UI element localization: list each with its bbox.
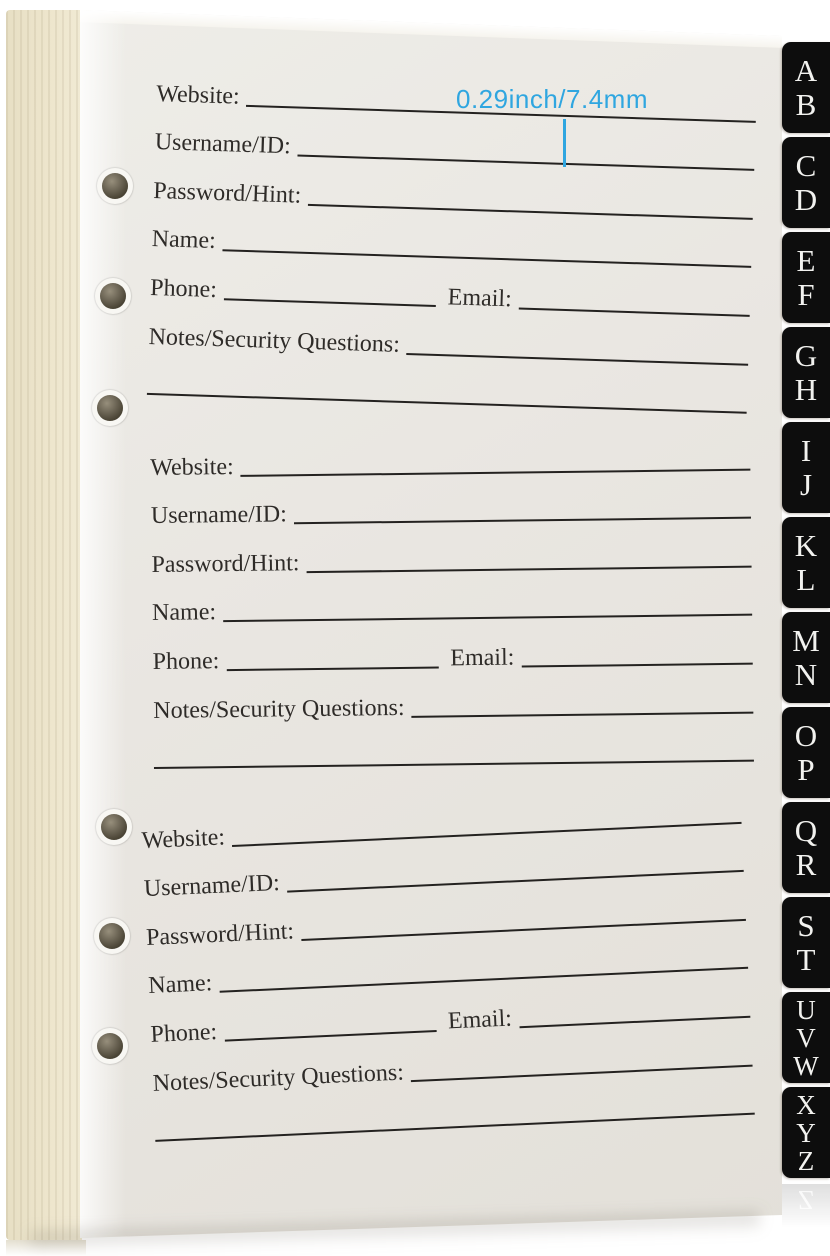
tab-letter: H <box>794 371 818 407</box>
name-label: Name: <box>151 599 217 627</box>
tab-qr <box>782 802 830 893</box>
tab-letter: M <box>792 622 820 658</box>
binder-hole <box>99 923 125 949</box>
tab-letter: C <box>795 147 817 183</box>
username-label: Username/ID: <box>154 129 292 160</box>
website-label: Website: <box>141 823 226 854</box>
row-notes <box>153 672 754 728</box>
password-label: Password/Hint: <box>152 177 302 209</box>
row-continuation <box>153 720 754 776</box>
tab-letter: Q <box>794 812 818 848</box>
entry-block-1 <box>147 62 757 421</box>
notes-label: Notes/Security Questions: <box>152 1059 405 1097</box>
username-label: Username/ID: <box>150 501 288 530</box>
phone-line <box>226 666 438 671</box>
binder-hole <box>100 283 126 309</box>
tab-xyz <box>782 1087 830 1178</box>
tab-ij <box>782 422 830 513</box>
username-label: Username/ID: <box>143 870 281 903</box>
phone-label: Phone: <box>152 648 220 675</box>
tab-letter: S <box>797 907 815 943</box>
tab-letter: X <box>796 1089 816 1120</box>
tab-reflection <box>782 1184 830 1228</box>
notes-label: Notes/Security Questions: <box>153 694 405 724</box>
email-label: Email: <box>447 284 513 313</box>
password-label: Password/Hint: <box>151 549 300 578</box>
tab-cd <box>782 137 830 228</box>
row-name <box>152 574 753 630</box>
tab-letter: Z <box>797 1145 815 1176</box>
tab-gh <box>782 327 830 418</box>
email-line <box>518 308 749 317</box>
entry-block-3 <box>140 782 755 1149</box>
tab-letter: F <box>797 276 815 312</box>
tab-letter: K <box>794 527 818 563</box>
tab-ef <box>782 232 830 323</box>
tab-letter: R <box>795 846 817 882</box>
reflected-letter: Z <box>797 1185 815 1215</box>
tab-letter: O <box>794 717 818 753</box>
password-label: Password/Hint: <box>145 918 295 951</box>
row-username <box>151 477 752 533</box>
email-label: Email: <box>450 644 515 672</box>
page-top-edge <box>76 9 830 50</box>
binder-hole <box>97 395 123 421</box>
continuation-line <box>154 760 754 769</box>
row-password <box>151 526 752 582</box>
name-label: Name: <box>151 226 217 255</box>
tab-letter: T <box>796 941 816 977</box>
website-label: Website: <box>155 80 241 110</box>
phone-line <box>224 298 436 307</box>
tab-letter: G <box>794 337 818 373</box>
row-website <box>150 429 751 485</box>
password-line <box>307 565 752 572</box>
tab-letter: J <box>799 466 813 502</box>
tab-letter: P <box>797 751 815 787</box>
tab-op <box>782 707 830 798</box>
page-stack-edge <box>6 10 82 1240</box>
tab-letter: E <box>796 242 816 278</box>
binder-hole <box>101 814 127 840</box>
email-line <box>521 663 752 668</box>
name-line <box>223 614 752 622</box>
username-line <box>294 517 751 525</box>
tab-letter: Y <box>796 1117 816 1148</box>
measurement-annotation: 0.29inch/7.4mm <box>456 84 648 114</box>
email-label: Email: <box>447 1005 513 1035</box>
tab-letter: D <box>794 181 818 217</box>
entry-block-2 <box>150 429 754 776</box>
tab-letter: N <box>794 656 818 692</box>
tab-mn <box>782 612 830 703</box>
tab-uvw <box>782 992 830 1083</box>
phone-label: Phone: <box>149 1018 218 1048</box>
binder-hole <box>102 173 128 199</box>
tab-letter: B <box>795 86 817 122</box>
row-phone-email <box>152 623 753 679</box>
tab-letter: A <box>794 52 818 88</box>
measurement-tick <box>563 119 566 167</box>
index-tabs <box>782 42 830 1182</box>
notes-label: Notes/Security Questions: <box>148 323 401 358</box>
binder-hole <box>97 1033 123 1059</box>
name-label: Name: <box>147 970 213 1000</box>
tab-letter: I <box>800 432 812 468</box>
tab-letter: V <box>796 1022 816 1053</box>
tab-kl <box>782 517 830 608</box>
notes-line <box>412 711 754 717</box>
tab-st <box>782 897 830 988</box>
website-line <box>241 468 751 476</box>
phone-label: Phone: <box>149 274 218 304</box>
tab-ab <box>782 42 830 133</box>
tab-letter: W <box>793 1050 819 1081</box>
tab-letter: L <box>796 561 816 597</box>
website-label: Website: <box>150 453 234 481</box>
tab-letter: U <box>796 994 816 1025</box>
